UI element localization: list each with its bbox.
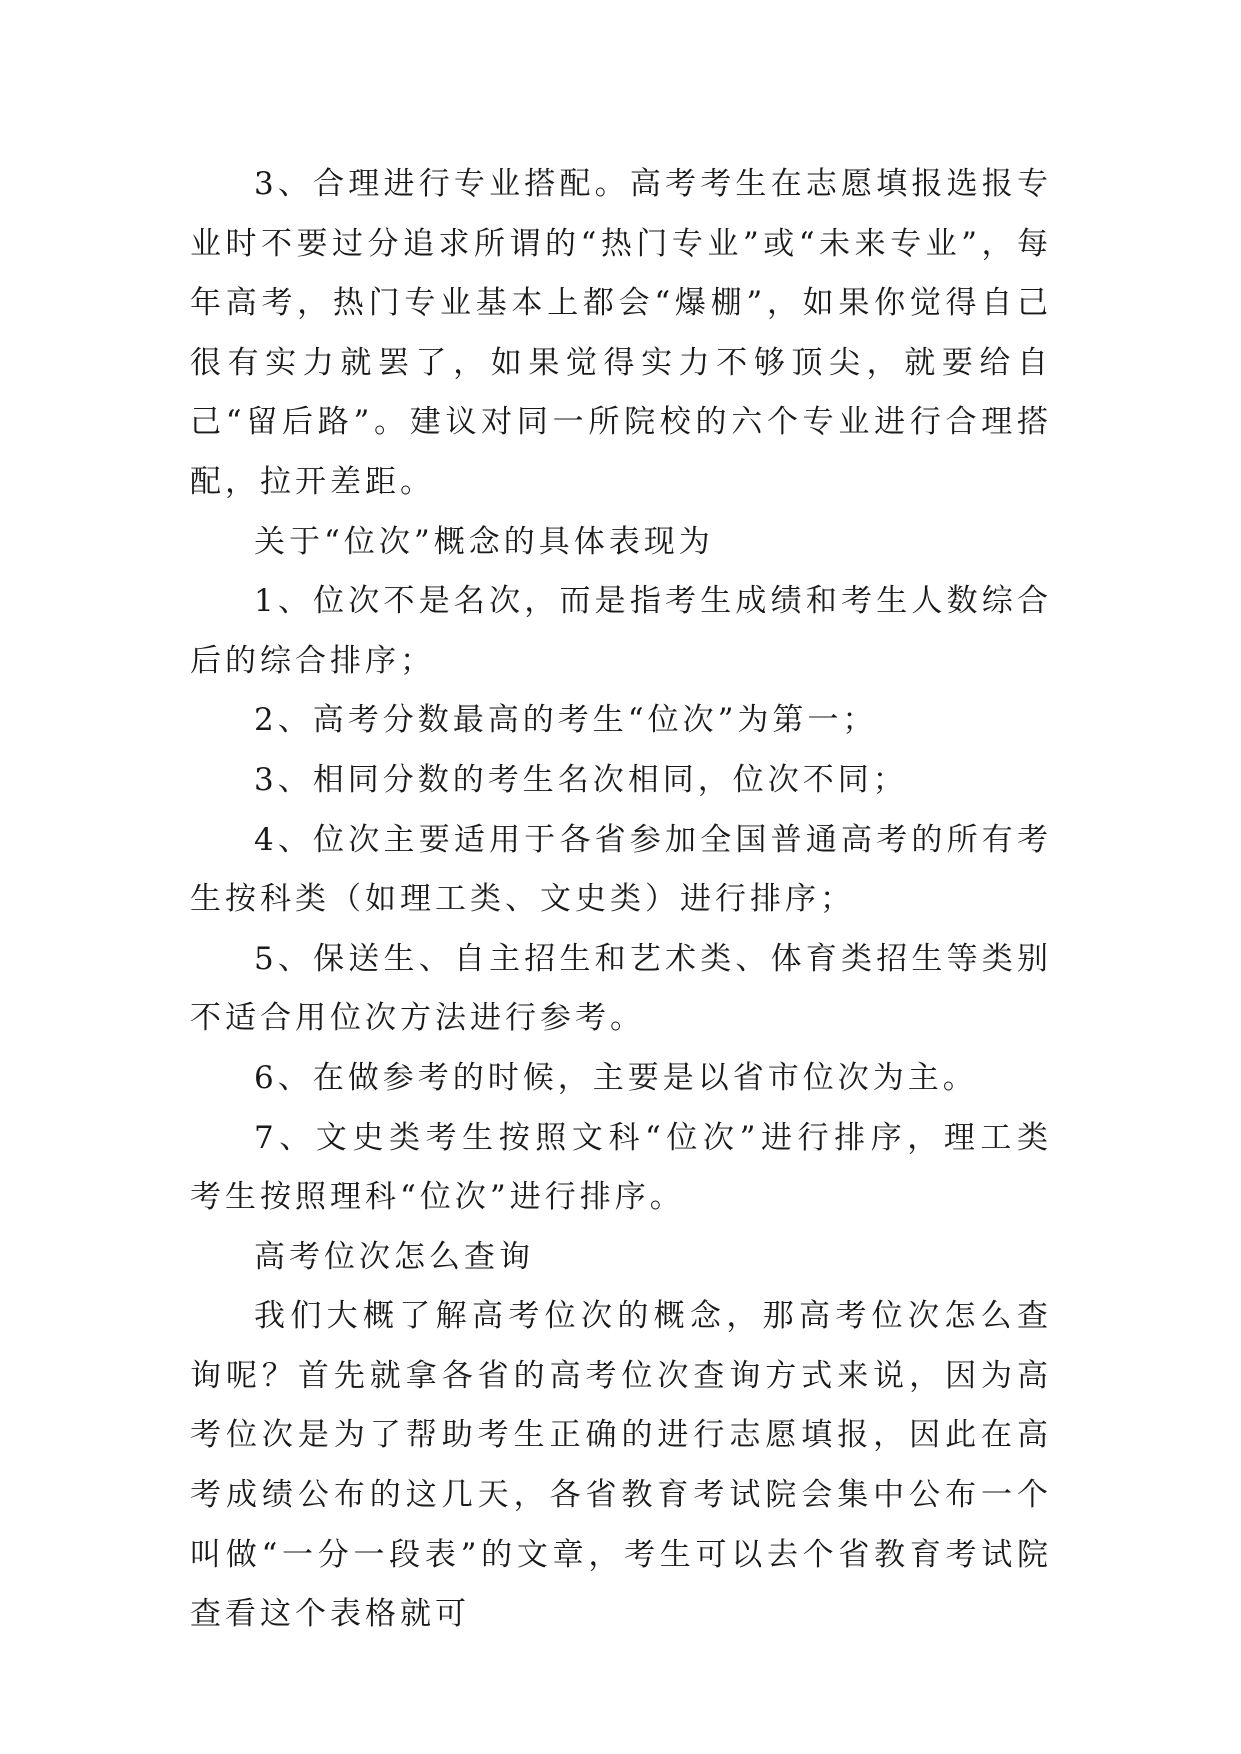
paragraph-rank-point-1: 1、位次不是名次，而是指考生成绩和考生人数综合后的综合排序；: [190, 583, 1052, 679]
paragraph-rank-point-2: 2、高考分数最高的考生“位次”为第一；: [254, 702, 878, 739]
paragraph-rank-point-5: 5、保送生、自主招生和艺术类、体育类招生等类别不适合用位次方法进行参考。: [190, 940, 1052, 1037]
paragraph-rank-query-body: 我们大概了解高考位次的概念，那高考位次怎么查询呢？首先就拿各省的高考位次查询方式来说，因为高考位次是为了帮助考生正确的进行志愿填报，因此在高考成绩公布的这几天，各省教育考试院会集中公布一个叫做“一分一段表”的文章，考生可以去个省教育考试院查看这个表格就可: [190, 1298, 1052, 1633]
paragraph-rank-point-6: 6、在做参考的时候，主要是以省市位次为主。: [254, 1059, 978, 1096]
paragraph-rank-point-4: 4、位次主要适用于各省参加全国普通高考的所有考生按科类（如理工类、文史类）进行排序；: [190, 821, 1052, 918]
paragraph-rank-point-3: 3、相同分数的考生名次相同，位次不同；: [254, 761, 908, 798]
paragraph-rank-query-heading: 高考位次怎么查询: [254, 1238, 534, 1275]
paragraph-major-matching: 3、合理进行专业搭配。高考考生在志愿填报选报专业时不要过分追求所谓的“热门专业”或“未来专业”，每年高考，热门专业基本上都会“爆棚”，如果你觉得自己很有实力就罢了，如果觉得实力不够顶尖，就要给自己“留后路”。建议对同一所院校的六个专业进行合理搭配，拉开差距。: [190, 166, 1052, 500]
paragraph-rank-point-7: 7、文史类考生按照文科“位次”进行排序，理工类考生按照理科“位次”进行排序。: [190, 1119, 1052, 1216]
paragraph-rank-concept-heading: 关于“位次”概念的具体表现为: [254, 523, 714, 560]
document-body: [190, 155, 1052, 1645]
